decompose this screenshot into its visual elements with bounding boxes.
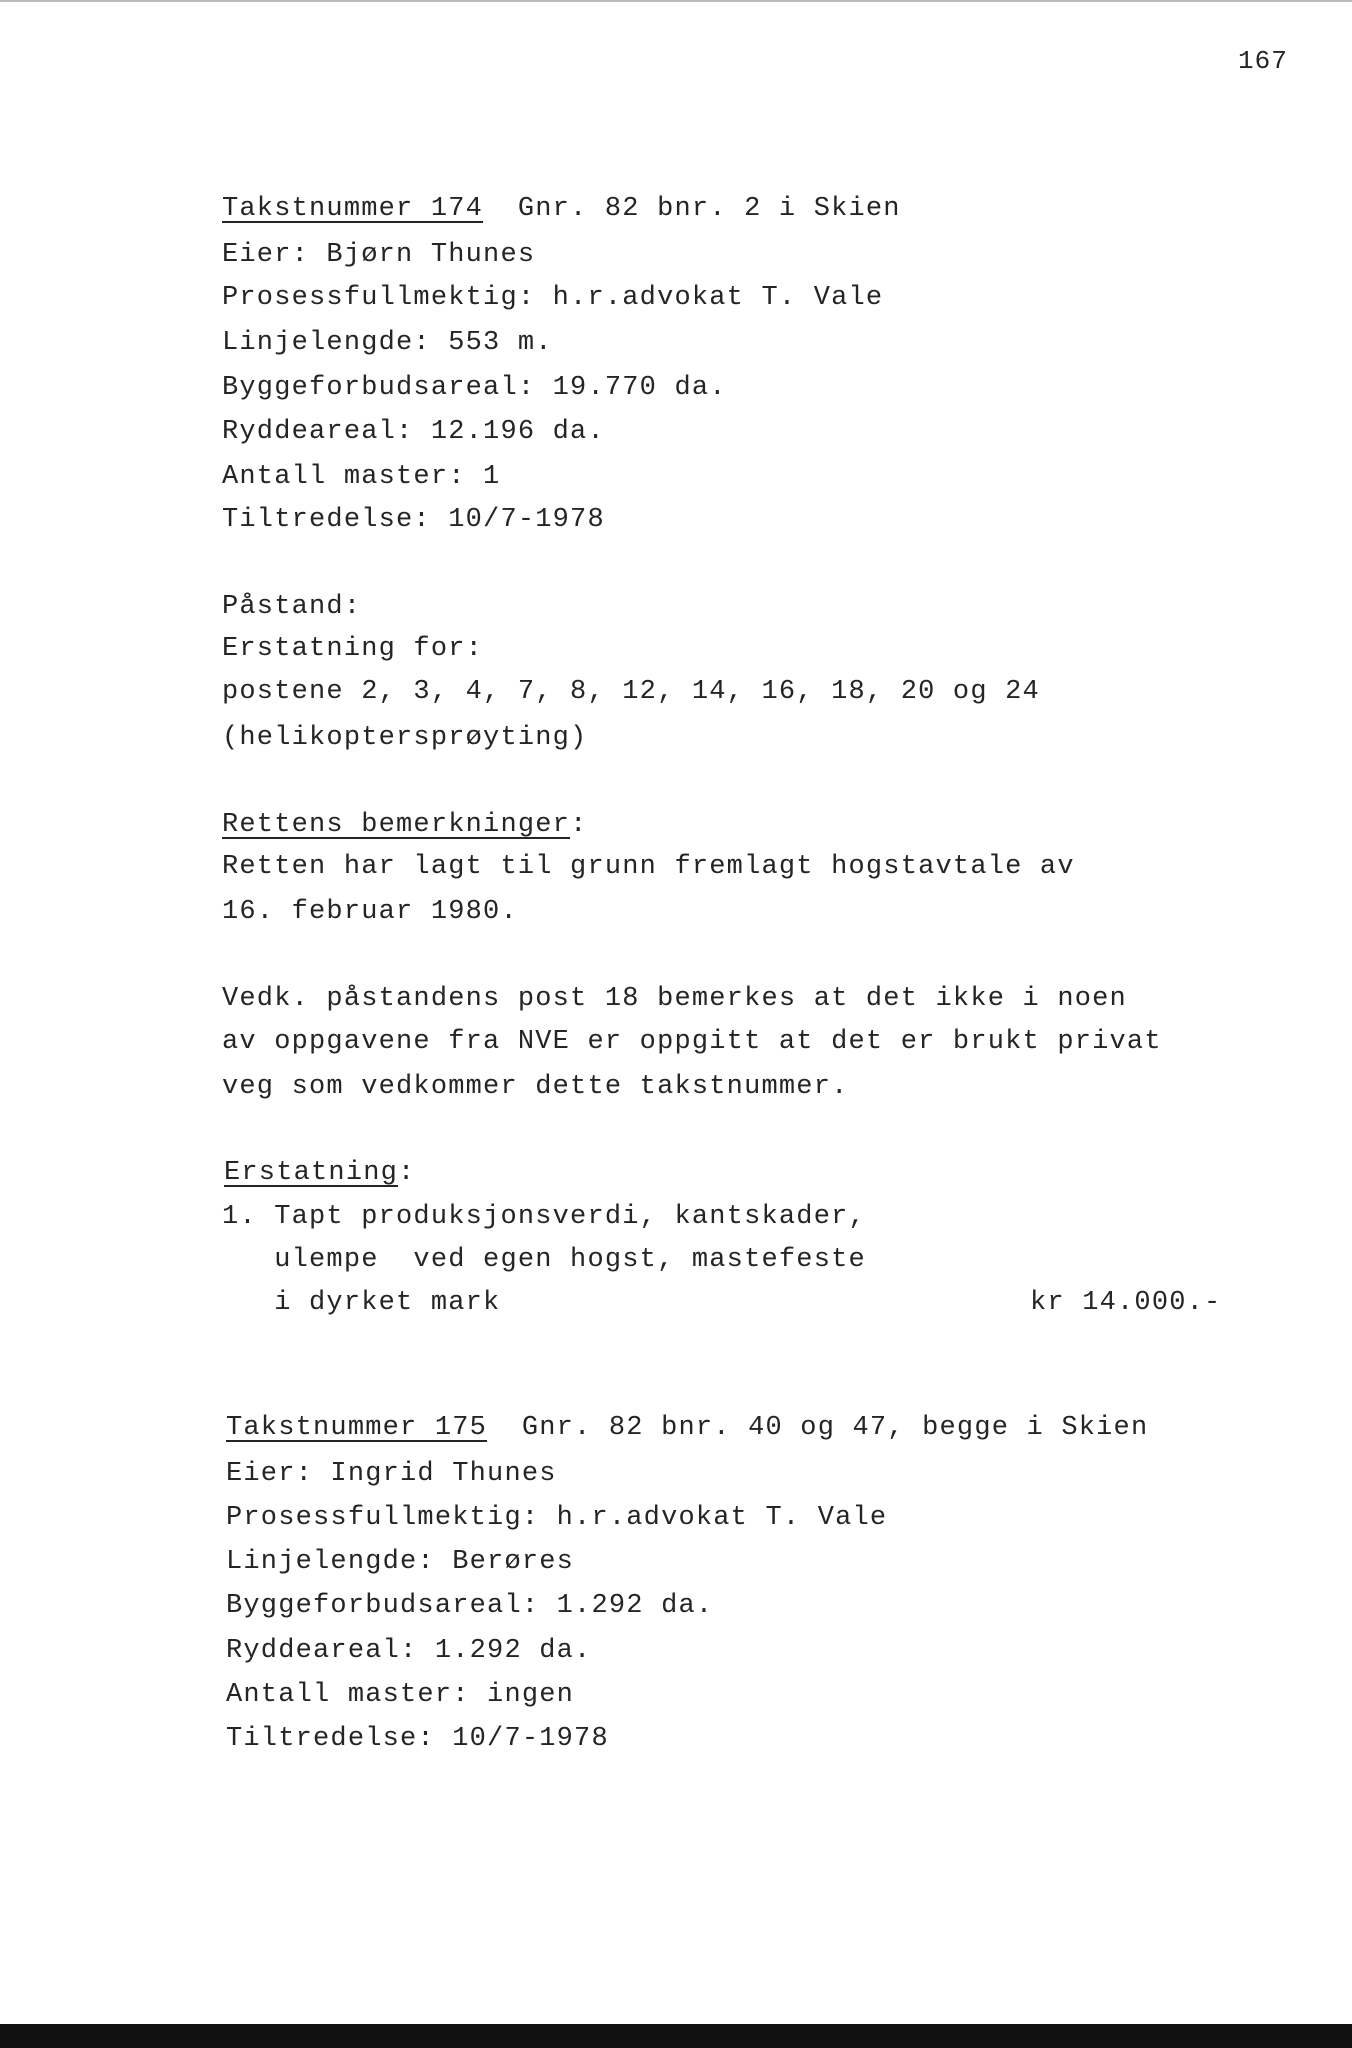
- remarks-line: Retten har lagt til grunn fremlagt hogstavtale av: [222, 852, 1075, 882]
- property-id: Gnr. 82 bnr. 40 og 47, begge i Skien: [487, 1413, 1149, 1443]
- entry-date: Tiltredelse: 10/7-1978: [222, 505, 605, 535]
- claim-label: Påstand:: [222, 592, 362, 622]
- compensation-item: 1. Tapt produksjonsverdi, kantskader,: [222, 1202, 866, 1232]
- compensation-item: ulempe ved egen hogst, mastefeste: [222, 1245, 866, 1275]
- page-number: 167: [1238, 46, 1288, 76]
- remarks-line: veg som vedkommer dette takstnummer.: [222, 1072, 849, 1102]
- remarks-line: av oppgavene fra NVE er oppgitt at det er brukt privat: [222, 1027, 1162, 1057]
- remarks-heading-text: Rettens bemerkninger: [222, 810, 571, 840]
- clearing-area: Ryddeareal: 12.196 da.: [222, 417, 605, 447]
- remarks-colon: :: [570, 810, 588, 840]
- compensation-colon: :: [398, 1158, 416, 1188]
- compensation-amount: kr 14.000.-: [1030, 1288, 1222, 1318]
- owner: Eier: Ingrid Thunes: [226, 1459, 557, 1489]
- property-id: Gnr. 82 bnr. 2 i Skien: [483, 194, 901, 224]
- claim-note: (helikoptersprøyting): [222, 723, 588, 753]
- building-ban-area: Byggeforbudsareal: 19.770 da.: [222, 373, 727, 403]
- scan-border: [0, 2024, 1352, 2048]
- claim-compensation: Erstatning for:: [222, 634, 484, 664]
- remarks-line: Vedk. påstandens post 18 bemerkes at det ikke i noen: [222, 984, 1127, 1014]
- compensation-item: i dyrket mark: [222, 1288, 501, 1318]
- owner: Eier: Bjørn Thunes: [222, 240, 536, 270]
- takstnummer-label: Takstnummer 174: [222, 194, 484, 224]
- compensation-heading-text: Erstatning: [224, 1158, 399, 1188]
- entry-heading: [222, 187, 901, 231]
- takstnummer-label: Takstnummer 175: [226, 1413, 488, 1443]
- remarks-line: 16. februar 1980.: [222, 897, 518, 927]
- counsel: Prosessfullmektig: h.r.advokat T. Vale: [226, 1503, 888, 1533]
- compensation-heading: [224, 1151, 415, 1195]
- remarks-heading: [222, 803, 587, 847]
- counsel: Prosessfullmektig: h.r.advokat T. Vale: [222, 283, 884, 313]
- line-length: Linjelengde: 553 m.: [222, 328, 553, 358]
- claim-items: postene 2, 3, 4, 7, 8, 12, 14, 16, 18, 20 og 24: [222, 677, 1040, 707]
- entry-date: Tiltredelse: 10/7-1978: [226, 1724, 609, 1754]
- building-ban-area: Byggeforbudsareal: 1.292 da.: [226, 1591, 714, 1621]
- entry-heading: [226, 1406, 1148, 1450]
- clearing-area: Ryddeareal: 1.292 da.: [226, 1636, 592, 1666]
- masts: Antall master: 1: [222, 462, 501, 492]
- masts: Antall master: ingen: [226, 1680, 575, 1710]
- line-length: Linjelengde: Berøres: [226, 1547, 575, 1577]
- scan-edge: [0, 0, 1352, 2]
